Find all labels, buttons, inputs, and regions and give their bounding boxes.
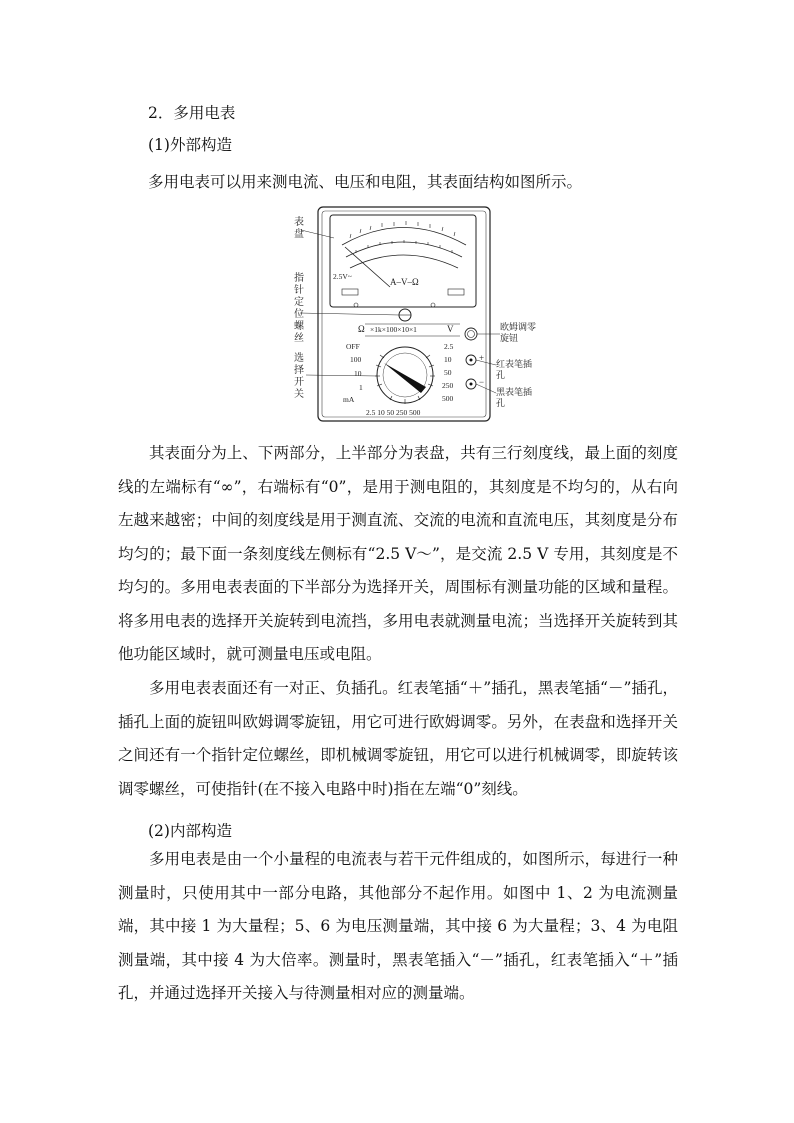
section-heading: 2．多用电表 [148, 104, 236, 122]
ohm-symbol: Ω [358, 324, 365, 334]
range-left-100: 100 [350, 355, 362, 364]
multimeter-figure [290, 205, 537, 425]
red-probe-jack-label: 红表笔插孔 [496, 360, 533, 381]
ma-symbol: mA [343, 395, 355, 404]
dcv-symbol: V [447, 324, 454, 334]
face-text: A–V–Ω [390, 277, 419, 287]
ohm-multipliers: ×1k×100×10×1 [370, 325, 417, 334]
minus-sign: − [479, 377, 485, 387]
paragraph-surface: 其表面分为上、下两部分，上半部分为表盘，共有三行刻度线，最上面的刻度线的左端标有“∞”，右端标有“0”，是用于测电阻的，其刻度是不均匀的，从右向左越来越密；中间的刻度线是用于测直流、交流的电流和直流电压，其刻度是分布均匀的；最下面一条刻度线左侧标有“2.5 V～”，是交流 2.5 V 专用，其刻度是不均匀的。多用电表表面的下半部分为选择开关，周围标有测量功能的区域和量程。将多用电表的选择开关旋转到电流挡，多用电表就测量电流；当选择开关旋转到其他功能区域时，就可测量电压或电阻。 [118, 444, 678, 663]
ohm-zero-knob-label: 欧姆调零旋钮 [500, 323, 537, 344]
ac-scale-label: 2.5V~ [333, 272, 352, 281]
dial-label: 表盘 [294, 217, 304, 240]
selector-switch-label: 选择开关 [294, 353, 304, 400]
range-left-1: 1 [359, 383, 363, 392]
intro-text: 多用电表可以用来测电流、电压和电阻，其表面结构如图所示。 [148, 173, 583, 191]
range-right-500: 500 [442, 394, 454, 403]
range-right-50: 50 [444, 368, 452, 377]
range-right-250: 250 [442, 381, 454, 390]
range-off: OFF [346, 342, 360, 351]
paragraph-jacks: 多用电表表面还有一对正、负插孔。红表笔插“＋”插孔，黑表笔插“－”插孔，插孔上面的旋钮叫欧姆调零旋钮，用它可进行欧姆调零。另外，在表盘和选择开关之间还有一个指针定位螺丝，即机械调零旋钮，用它可以进行机械调零，即旋转该调零螺丝，可使指针(在不接入电路中时)指在左端“0”刻线。 [118, 679, 678, 798]
paragraph-internal: 多用电表是由一个小量程的电流表与若干元件组成的，如图所示，每进行一种测量时，只使用其中一部分电路，其他部分不起作用。如图中 1、2 为电流测量端，其中接 1 为大量程；5、6 为电压测量端，其中接 6 为大量程；3、4 为电阻测量端，其中接 4 为大倍率。测量时，黑表笔插入“－”插孔，红表笔插入“＋”插孔，并通过选择开关接入与待测量相对应的测量端。 [118, 850, 678, 1002]
black-probe-jack-label: 黑表笔插孔 [496, 388, 533, 409]
subheading-external: (1)外部构造 [148, 136, 232, 154]
range-right-10: 10 [444, 355, 452, 364]
range-bottom: 2.5 10 50 250 500 [366, 408, 421, 417]
zero-screw-label: 指针定位螺丝 [294, 273, 304, 344]
plus-sign: + [479, 353, 485, 363]
multimeter-drawing [290, 205, 520, 425]
subheading-internal: (2)内部构造 [148, 822, 232, 840]
range-right-2.5: 2.5 [444, 342, 454, 351]
range-left-10: 10 [354, 369, 362, 378]
